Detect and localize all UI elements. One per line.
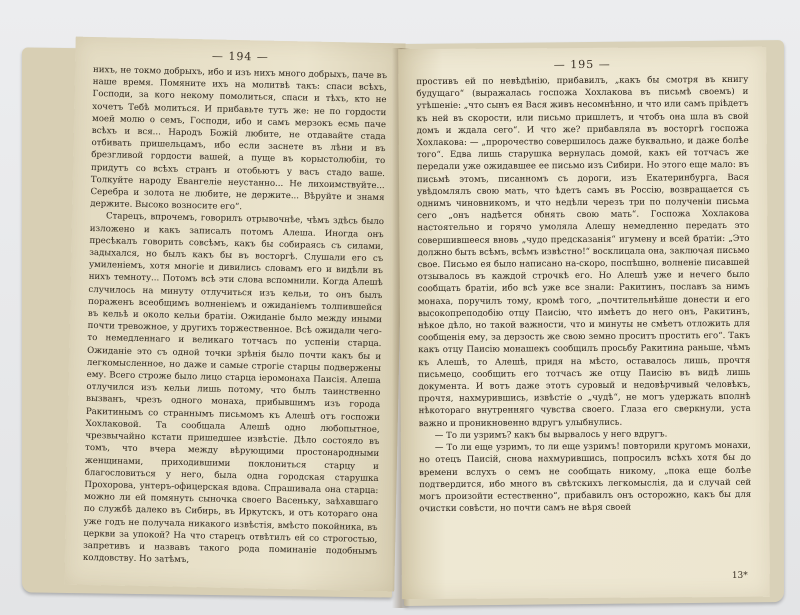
right-paragraph-1: простивъ ей по невѣдѣнію, прибавилъ, „какъ бы смотря въ книгу будущаго“ (выражалась госпожа Хохлакова въ письмѣ своемъ) и утѣшеніе: „что сынъ ея Вася живъ несомнѣнно, и что или самъ пріѣдетъ къ ней въ скорости, или письмо пришлетъ, и чтобъ она шла въ свой домъ и ждала сего“. И что же? прибавляла въ восторгѣ госпожа Хохлакова: — „пророчество совершилось даже буквально, и даже болѣе того“. Едва лишь старушка вернулась домой, какъ ей тотчасъ же передали уже ожидавшее ее письмо изъ Сибири. Но этого еще мало: въ письмѣ этомъ, писанномъ съ дороги, изъ Екатеринбурга, Вася увѣдомлялъ свою мать, что ѣдетъ самъ въ Россію, возвращается съ однимъ чиновникомъ, и что недѣли черезъ три по полученіи письма сего „онъ надѣется обнять свою мать“. Госпожа Хохлакова настоятельно и горячо умоляла Алешу немедленно передать это совершившееся вновь „чудо предсказанія“ игумену и всей братіи: „Это должно быть всѣмъ, всѣмъ извѣстно!“ восклицала она, заключая письмо свое. Письмо ея было написано на-скоро, поспѣшно, волненіе писавшей отзывалось въ каждой строчкѣ его. Но Алешѣ уже и нечего было сообщать братіи, ибо всѣ уже все знали: Ракитинъ, пославъ за нимъ монаха, поручилъ тому, кромѣ того, „почтительнѣйше донести и его высокопреподобію отцу Паисію, что имѣетъ до него онъ, Ракитинъ, нѣкое дѣло, но такой важности, что и минуты не смѣетъ отложить для сообщенія ему, за дерзость же свою земно проситъ простить его“. Такъ какъ отцу Паисію монашекъ сообщилъ просьбу Ракитина раньше, чѣмъ къ Алешѣ, то Алешѣ, придя на мѣсто, оставалось лишь, прочтя письмецо, сообщить его тотчасъ же отцу Паисію въ видѣ лишь документа. И вотъ даже этотъ суровый и недовѣрчивый человѣкъ, прочтя, нахмурившись, извѣстіе о „чудѣ“, не могъ удержать вполнѣ нѣкотораго внутренняго чувства своего. Глаза его сверкнули, уста важно и проникновенно вдругъ улыбнулись. xyxy=(416,74,751,429)
open-book xyxy=(12,20,788,610)
page-number-right: — 195 — xyxy=(553,57,611,72)
right-paragraph-2: — То ли узримъ? какъ бы вырвалось у него вдругъ. xyxy=(434,429,668,441)
left-paragraph-2: Старецъ, впрочемъ, говорилъ отрывочнѣе, чѣмъ здѣсь было изложено и какъ записалъ потомъ Алеша. Иногда онъ пресѣкалъ говорить совсѣмъ, какъ бы собираясь съ силами, задыхался, но былъ какъ бы въ восторгѣ. Слушали его съ умиленіемъ, хотя многіе и дивились словамъ его и видѣли въ нихъ темноту... Потомъ всѣ эти слова вспомнили. Когда Алешѣ случилось на минуту отлучиться изъ кельи, то онъ былъ пораженъ всеобщимъ волненіемъ и ожиданіемъ толпившейся въ кельѣ и около кельи братіи. Ожиданіе было между иными почти тревожное, у другихъ торжественное. Всѣ ожидали чего-то немедленнаго и великаго тотчасъ по успеніи старца. Ожиданіе это съ одной точки зрѣнія было почти какъ бы и легкомысленное, но даже и самые строгіе старцы подвержены ему. Всего строже было лицо старца іеромонаха Паисія. Алеша отлучился изъ кельи лишь потому, что былъ таинственно вызванъ, чрезъ одного монаха, прибывшимъ изъ города Ракитинымъ со страннымъ письмомъ къ Алешѣ отъ госпожи Хохлаковой. Та сообщала Алешѣ одно любопытное, чрезвычайно кстати пришедшее извѣстіе. Дѣло состояло въ томъ, что вчера между вѣрующими простонародными женщинами, приходившими поклониться старцу и благословиться у него, была одна городская старушка Прохорова, унтеръ-офицерская вдова. Спрашивала она старца: можно ли ей помянуть сыночка своего Васеньку, заѣхавшаго по службѣ далеко въ Сибирь, въ Иркутскъ, и отъ котораго она уже годъ не получала никакого извѣстія, вмѣсто покойника, въ церкви за упокой? На что старецъ отвѣтилъ ей со строгостью, запретивъ и назвавъ такого рода поминаніе подобнымъ колдовству. Но затѣмъ, xyxy=(82,211,385,566)
left-page xyxy=(64,37,405,592)
right-page xyxy=(398,47,770,600)
right-page-text xyxy=(398,70,769,516)
left-paragraph-1: нихъ, не токмо добрыхъ, ибо и изъ нихъ много добрыхъ, паче въ наше время. Помяните ихъ на молитвѣ такъ: спаси всѣхъ, Господи, за кого некому помолиться, спаси и тѣхъ, кто не хочетъ Тебѣ молиться. И прибавьте тутъ же: не по гордости моей молю о семъ, Господи, ибо и самъ мерзокъ есмь паче всѣхъ и вся... Народъ Божій любите, не отдавайте стада отбивать пришельцамъ, ибо если заснете въ лѣни и въ брезгливой гордости вашей, а пуще въ корыстолюбіи, то придутъ со всѣхъ странъ и отобьютъ у васъ стадо ваше. Толкуйте народу Евангеліе неустанно... Не лихоимствуйте... Серебра и золота не любите, не держите... Вѣруйте и знамя держите. Высоко возносите его“. xyxy=(90,64,388,213)
left-page-text xyxy=(65,60,405,571)
right-paragraph-3: — То ли еще узримъ, то ли еще узримъ! повторили кругомъ монахи, но отецъ Паисій, снова нахмурившись, попросилъ всѣхъ хотя бы до времени вслухъ о семъ не сообщать никому, „пока еще болѣе подтвердится, ибо много въ свѣтскихъ легкомыслія, да и случай сей могъ произойти естественно“, прибавилъ онъ осторожно, какъ бы для очистки совѣсти, но почти самъ не вѣря своей xyxy=(418,440,752,515)
page-number-left: — 194 — xyxy=(211,49,270,64)
printer-signature-mark: 13* xyxy=(731,570,748,581)
